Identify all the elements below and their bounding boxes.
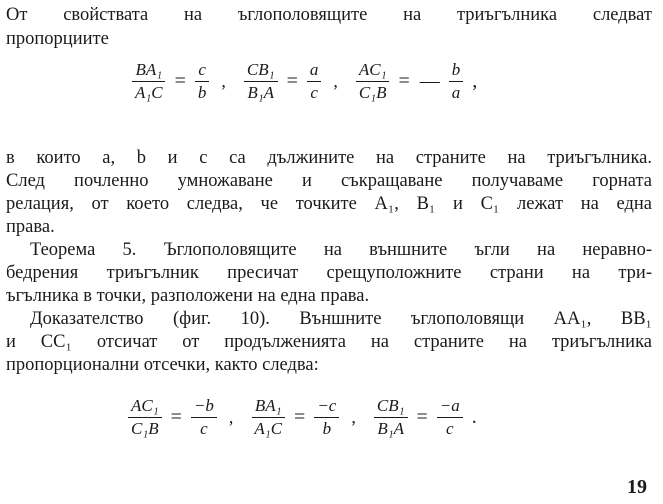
proof-line3: пропорционални отсечки, както следва: — [6, 355, 319, 375]
paragraph2-line2: След почленно умножаване и съкращаване получаваме горната — [6, 171, 652, 191]
proof-line1: Доказателство (фиг. 10). Външните ъглополовящи AA₁, BB₁ — [30, 309, 652, 329]
theorem-line2: бедрения триъгълник пресичат срещуположните страни на три- — [6, 263, 652, 283]
fraction-ac1-c1b: $\frac{\text{AC₁}}{\text{C₁B}}$ — [128, 396, 162, 439]
paragraph1-line1: От свойствата на ъглополовящите на триъгълника следват — [6, 5, 652, 25]
fraction-neg-b-c: $\frac{-b}{c}$ — [191, 396, 217, 439]
fraction-cb1-b1a: $\frac{\text{CB₁}}{\text{B₁A}}$ — [244, 60, 278, 103]
paragraph2-line1: в които a, b и c са дължините на страните на триъгълника. — [6, 148, 652, 168]
fraction-a-c: $\frac{a}{c}$ — [307, 60, 322, 103]
theorem-line1: Теорема 5. Ъглополовящите на външните ъгли на неравно- — [30, 240, 652, 260]
fraction-c-b: $\frac{c}{b}$ — [195, 60, 210, 103]
fraction-ba1-a1c: $\frac{\text{BA₁}}{\text{A₁C}}$ — [251, 396, 285, 439]
fraction-cb1-b1a: $\frac{\text{CB₁}}{\text{B₁A}}$ — [374, 396, 408, 439]
paragraph2-line4: права. — [6, 217, 55, 237]
fraction-neg-a-c: $\frac{-a}{c}$ — [437, 396, 463, 439]
paragraph2-line3: релация, от което следва, че точките A₁, B₁ и C₁ лежат на една — [6, 194, 652, 214]
formula-interior-bisectors: $\frac{\text{BA₁}}{\text{A₁C}}$ = $\frac{c}{b}$ , $\frac{\text{CB₁}}{\text{B₁A}}$ = $\frac{a}{c}$ , $\frac{\text{AC₁}}{\text{C₁B}}$ = — $\frac{b}{a}$ , — [128, 60, 482, 103]
fraction-neg-c-b: $\frac{-c}{b}$ — [314, 396, 339, 439]
fraction-ac1-c1b: $\frac{\text{AC₁}}{\text{C₁B}}$ — [356, 60, 390, 103]
theorem-line3: ъгълника в точки, разположени на една права. — [6, 286, 370, 306]
proof-line2: и CC₁ отсичат от продълженията на страните на триъгълника — [6, 332, 652, 352]
page-number: 19 — [627, 476, 647, 498]
paragraph1-line2: пропорциите — [6, 29, 109, 49]
fraction-ba1-a1c: $\frac{\text{BA₁}}{\text{A₁C}}$ — [132, 60, 166, 103]
fraction-b-a: $\frac{b}{a}$ — [449, 60, 464, 103]
formula-exterior-bisectors: $\frac{\text{AC₁}}{\text{C₁B}}$ = $\frac{-b}{c}$ , $\frac{\text{BA₁}}{\text{A₁C}}$ = $\frac{-c}{b}$ , $\frac{\text{CB₁}}{\text{B₁A}}$ = $\frac{-a}{c}$ . — [124, 396, 482, 439]
